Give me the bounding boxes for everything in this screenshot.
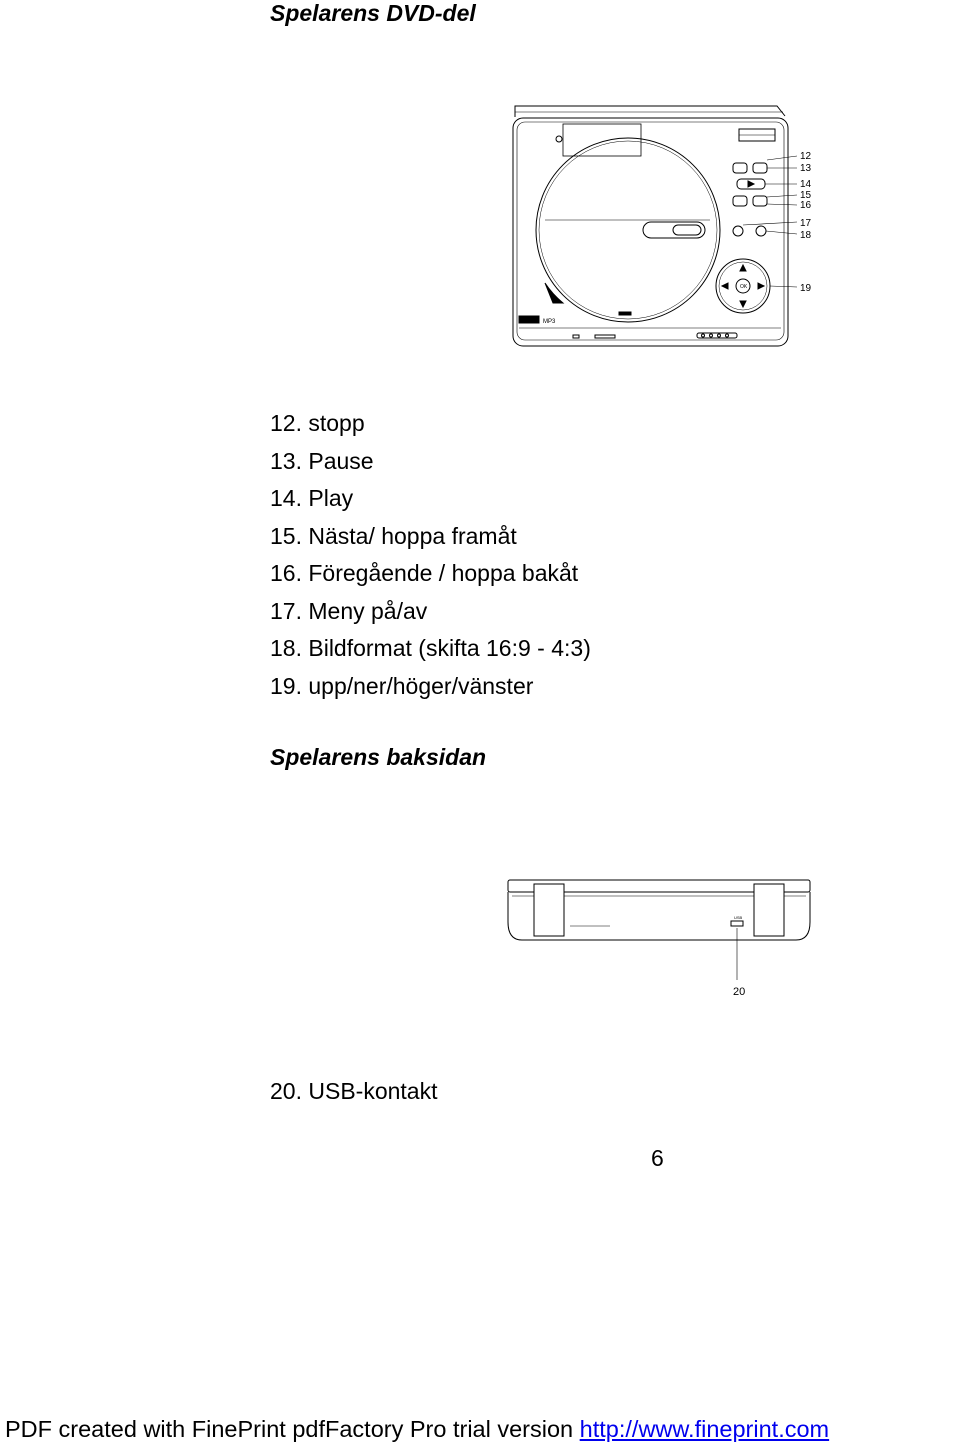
section-heading-back: Spelarens baksidan [270,744,487,770]
usb-port [731,921,743,926]
list-item: 19. upp/ner/höger/vänster [270,672,534,699]
dpad-down-arrow [740,301,746,307]
list-item: 12. stopp [270,410,365,436]
aspect-button [756,226,766,236]
next-button [753,196,767,206]
page-number: 6 [651,1145,664,1171]
list-item: 15. Nästa/ hoppa framåt [270,522,517,549]
mp3-label: MP3 [543,319,556,325]
callout-12: 12 [800,151,812,162]
dvd-player-back-diagram [500,872,820,1002]
pause-button [753,163,767,173]
left-hinge [534,884,564,936]
callout-18: 18 [800,230,812,241]
open-slider [643,222,705,238]
list-item: 13. Pause [270,447,374,474]
dpad-right-arrow [758,283,764,289]
callout-20: 20 [733,986,746,998]
usb-port-label: USB [734,915,743,920]
list-item: 17. Meny på/av [270,597,428,624]
dpad-up-arrow [740,265,746,271]
callout-19: 19 [800,283,812,294]
disc-lid [536,138,720,322]
player-body [513,118,788,346]
ok-label: OK [740,284,748,290]
footer [5,1416,829,1443]
power-indicator [556,136,562,142]
footer-link[interactable]: http://www.fineprint.com [579,1416,830,1442]
dpad-left-arrow [722,283,728,289]
callout-13: 13 [800,163,812,174]
cd-logo [519,316,539,323]
footer-text: PDF created with FinePrint pdfFactory Pro trial version [5,1416,580,1442]
front-items-list [270,405,591,705]
dvd-player-front-diagram [505,100,825,350]
callout-16: 16 [800,200,812,211]
stop-button [733,163,747,173]
list-item: 18. Bildformat (skifta 16:9 - 4:3) [270,635,591,661]
callout-15: 15 [800,190,812,201]
callout-14: 14 [800,179,812,190]
lid-outline [515,106,785,117]
previous-button [733,196,747,206]
callout-17: 17 [800,218,812,229]
list-item: 16. Föregående / hoppa bakåt [270,560,579,586]
list-item: 14. Play [270,485,354,511]
menu-button [733,226,743,236]
section-heading-front: Spelarens DVD-del [270,0,476,26]
right-hinge [754,884,784,936]
bottom-switch [573,335,579,338]
back-item-usb: 20. USB-kontakt [270,1078,438,1104]
